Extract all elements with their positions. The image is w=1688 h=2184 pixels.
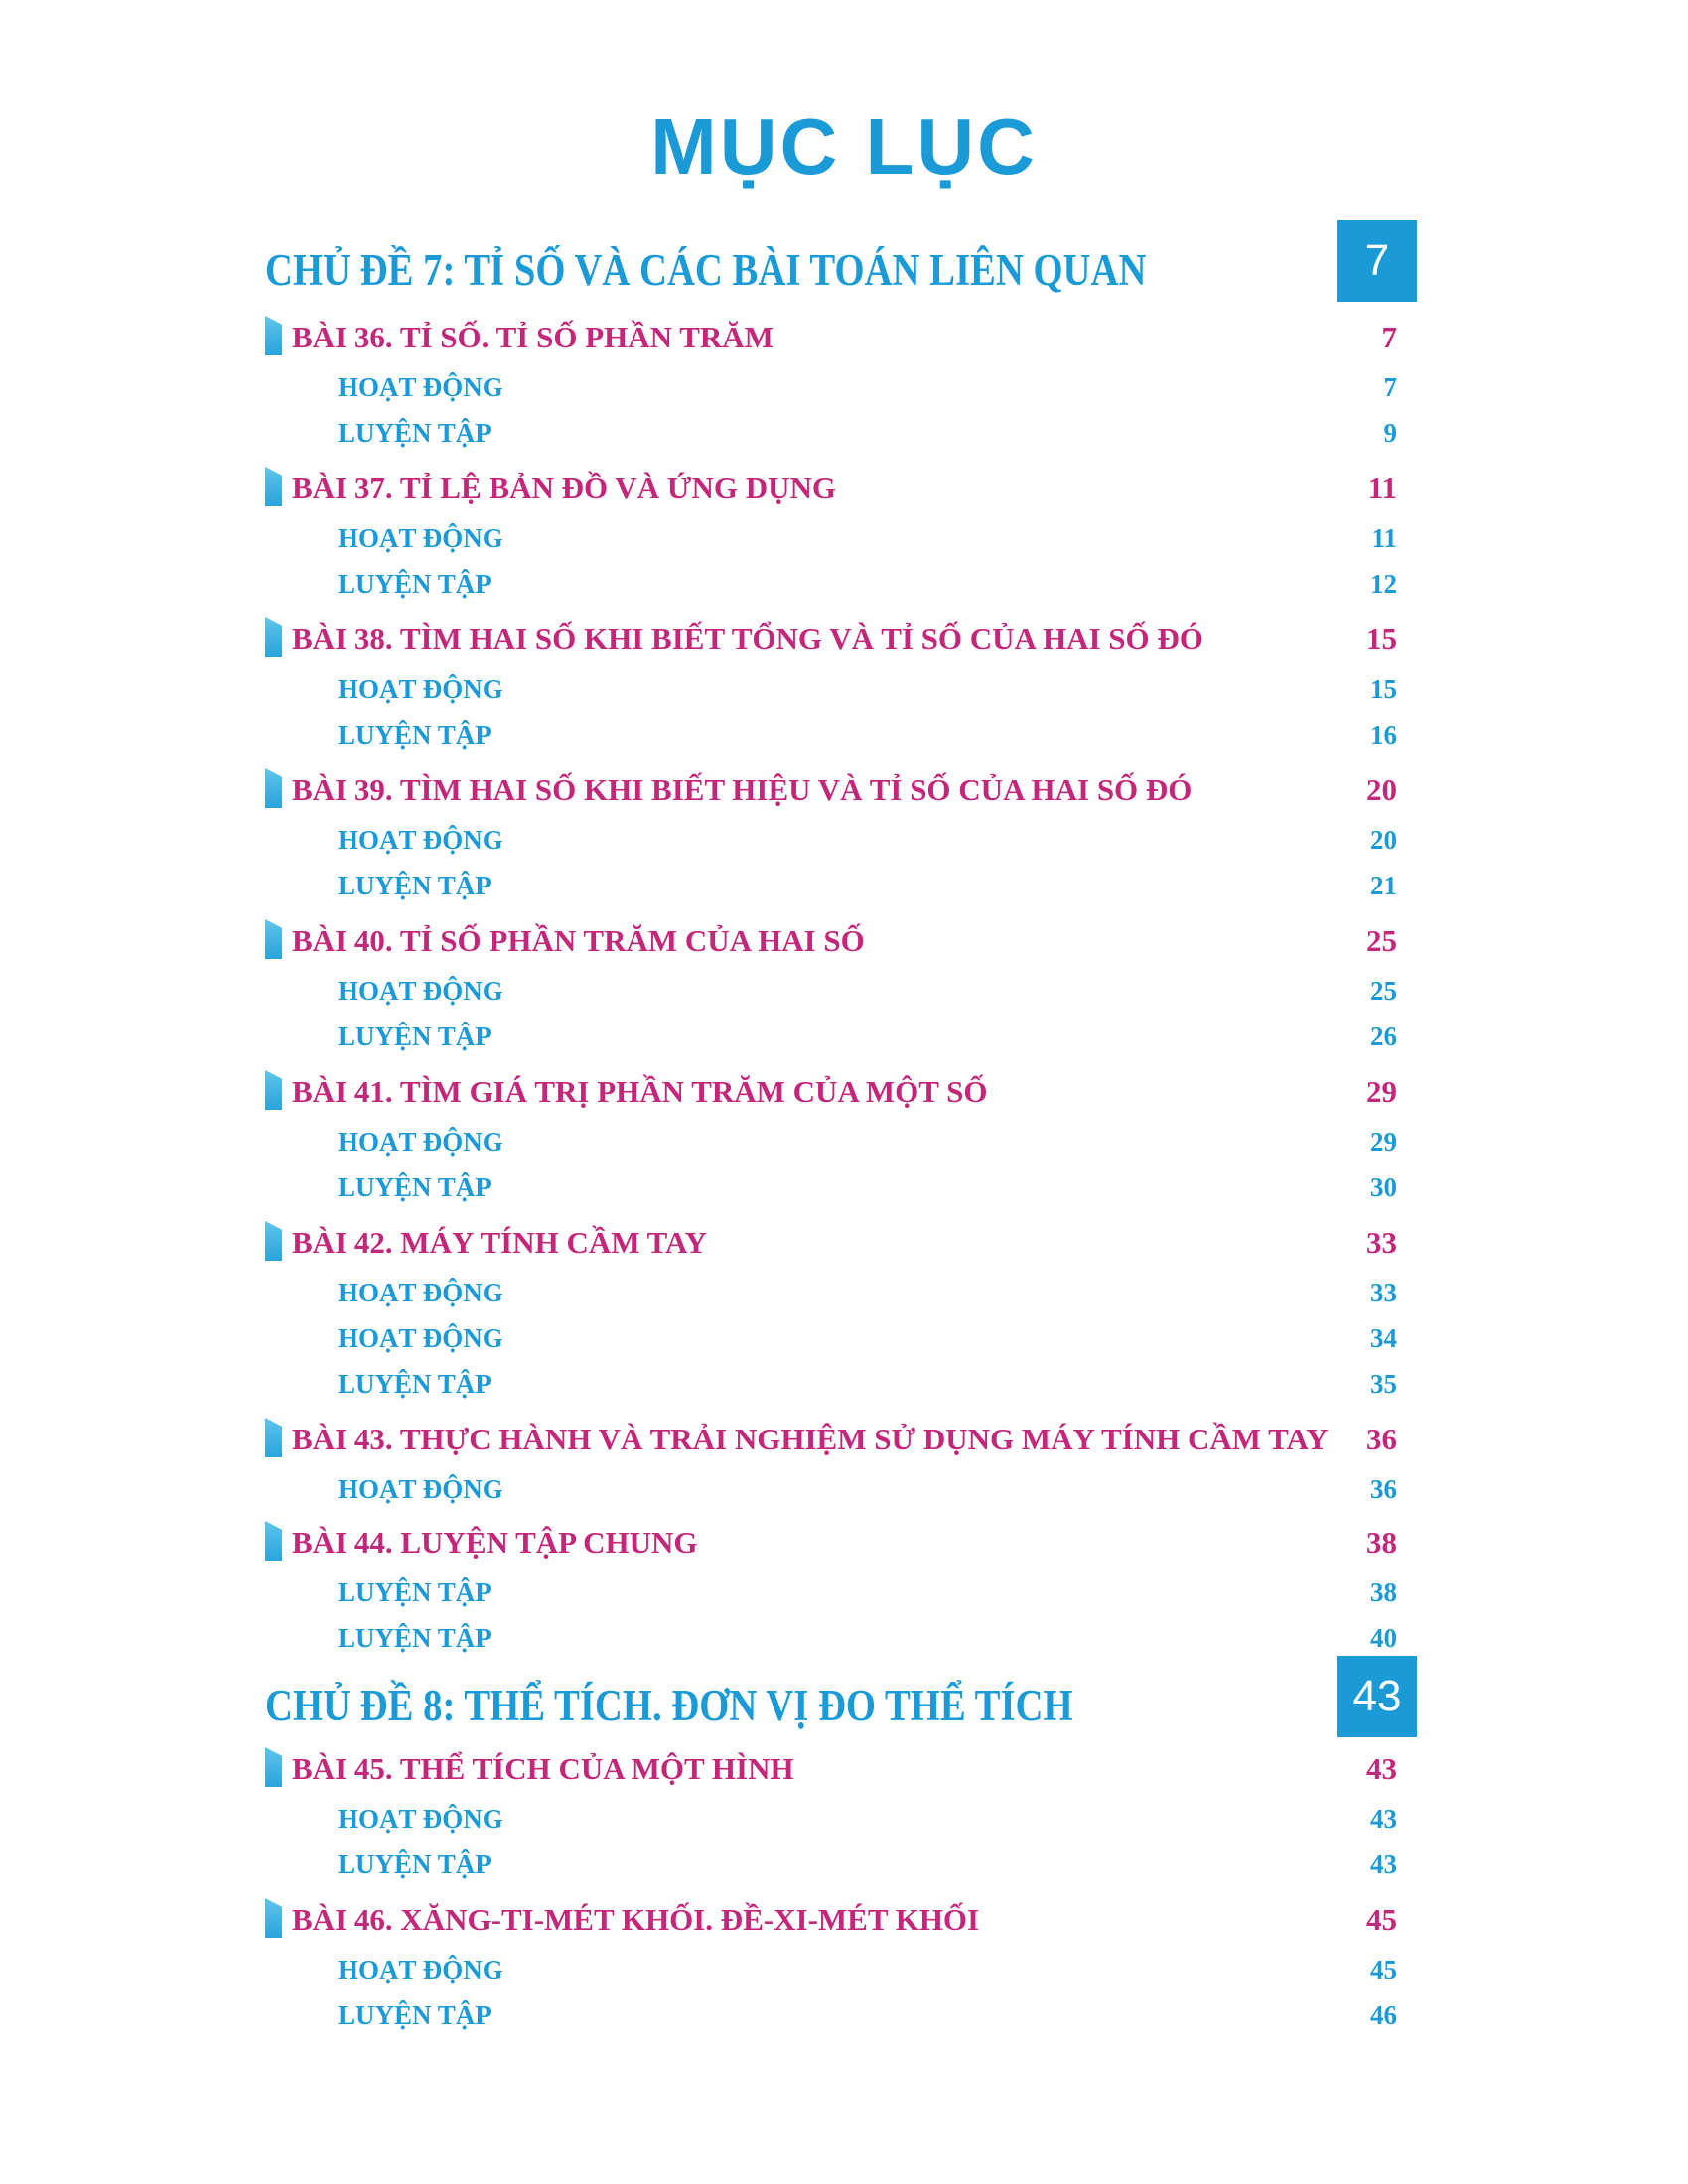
toc-subsection[interactable] [338, 868, 1397, 903]
toc-subsection[interactable] [338, 1275, 1397, 1310]
subsection-page-number: 25 [1370, 976, 1397, 1006]
bookmark-tab-icon [265, 617, 282, 657]
chapter-title: CHỦ ĐỀ 7: TỈ SỐ VÀ CÁC BÀI TOÁN LIÊN QUAN [265, 245, 1147, 295]
lesson-title: BÀI 36. TỈ SỐ. TỈ SỐ PHẦN TRĂM [292, 320, 774, 354]
lesson-page-number: 20 [1366, 772, 1397, 807]
subsection-title: HOẠT ĐỘNG [338, 1474, 503, 1504]
subsection-page-number: 43 [1370, 1804, 1397, 1834]
toc-lesson[interactable] [265, 1070, 1397, 1114]
subsection-page-number: 11 [1371, 523, 1397, 553]
toc-subsection[interactable] [338, 1801, 1397, 1837]
toc-subsection[interactable] [338, 566, 1397, 602]
bookmark-tab-icon [265, 316, 282, 355]
subsection-page-number: 36 [1370, 1474, 1397, 1504]
chapter-title: CHỦ ĐỀ 8: THỂ TÍCH. ĐƠN VỊ ĐO THỂ TÍCH [265, 1681, 1073, 1730]
subsection-page-number: 26 [1370, 1022, 1397, 1051]
subsection-page-number: 12 [1370, 569, 1397, 599]
toc-subsection[interactable] [338, 1471, 1397, 1507]
subsection-page-number: 16 [1370, 720, 1397, 750]
subsection-page-number: 9 [1383, 418, 1397, 448]
subsection-title: HOẠT ĐỘNG [338, 1127, 503, 1157]
lesson-title: BÀI 41. TÌM GIÁ TRỊ PHẦN TRĂM CỦA MỘT SỐ [292, 1074, 988, 1109]
toc-subsection[interactable] [338, 1366, 1397, 1402]
lesson-title: BÀI 38. TÌM HAI SỐ KHI BIẾT TỔNG VÀ TỈ SỐ CỦA HAI SỐ ĐÓ [292, 621, 1203, 656]
subsection-title: HOẠT ĐỘNG [338, 976, 503, 1006]
subsection-page-number: 43 [1370, 1849, 1397, 1879]
lesson-page-number: 11 [1367, 471, 1397, 505]
subsection-title: LUYỆN TẬP [338, 2000, 492, 2030]
bookmark-tab-icon [265, 1898, 282, 1938]
subsection-title: LUYỆN TẬP [338, 720, 492, 750]
lesson-page-number: 43 [1366, 1751, 1397, 1786]
toc-subsection[interactable] [338, 415, 1397, 451]
lesson-title: BÀI 39. TÌM HAI SỐ KHI BIẾT HIỆU VÀ TỈ SỐ CỦA HAI SỐ ĐÓ [292, 772, 1193, 807]
bookmark-tab-icon [265, 467, 282, 506]
chapter-page-badge: 7 [1337, 220, 1417, 302]
toc-lesson[interactable] [265, 467, 1397, 510]
subsection-title: HOẠT ĐỘNG [338, 825, 503, 855]
subsection-page-number: 34 [1370, 1323, 1397, 1353]
toc-subsection[interactable] [338, 822, 1397, 858]
page-title: MỤC LỤC [650, 102, 1038, 191]
toc-lesson[interactable] [265, 1747, 1397, 1791]
subsection-page-number: 33 [1370, 1278, 1397, 1307]
toc-subsection[interactable] [338, 369, 1397, 405]
toc-subsection[interactable] [338, 1124, 1397, 1160]
subsection-title: LUYỆN TẬP [338, 1172, 492, 1202]
subsection-page-number: 40 [1370, 1623, 1397, 1653]
lesson-page-number: 29 [1366, 1074, 1397, 1109]
toc-subsection[interactable] [338, 1574, 1397, 1610]
lesson-title: BÀI 40. TỈ SỐ PHẦN TRĂM CỦA HAI SỐ [292, 923, 865, 958]
subsection-title: LUYỆN TẬP [338, 418, 492, 448]
lesson-title: BÀI 43. THỰC HÀNH VÀ TRẢI NGHIỆM SỬ DỤNG MÁY TÍNH CẦM TAY [292, 1422, 1329, 1456]
subsection-page-number: 21 [1370, 871, 1397, 900]
subsection-page-number: 29 [1370, 1127, 1397, 1157]
toc-subsection[interactable] [338, 717, 1397, 752]
toc-subsection[interactable] [338, 1320, 1397, 1356]
bookmark-tab-icon [265, 1521, 282, 1561]
toc-lesson[interactable] [265, 316, 1397, 359]
toc-lesson[interactable] [265, 1521, 1397, 1565]
lesson-page-number: 33 [1366, 1225, 1397, 1260]
toc-subsection[interactable] [338, 1169, 1397, 1205]
subsection-title: HOẠT ĐỘNG [338, 1955, 503, 1984]
bookmark-tab-icon [265, 919, 282, 959]
chapter-page-badge: 43 [1337, 1656, 1417, 1737]
lesson-title: BÀI 37. TỈ LỆ BẢN ĐỒ VÀ ỨNG DỤNG [292, 471, 837, 505]
lesson-page-number: 15 [1366, 621, 1397, 656]
bookmark-tab-icon [265, 768, 282, 808]
toc-lesson[interactable] [265, 1418, 1397, 1461]
subsection-title: LUYỆN TẬP [338, 1022, 492, 1051]
subsection-page-number: 35 [1370, 1369, 1397, 1399]
subsection-page-number: 46 [1370, 2000, 1397, 2030]
toc-subsection[interactable] [338, 1997, 1397, 2033]
toc-lesson[interactable] [265, 1898, 1397, 1942]
subsection-title: LUYỆN TẬP [338, 1577, 492, 1607]
toc-lesson[interactable] [265, 617, 1397, 661]
lesson-page-number: 36 [1366, 1422, 1397, 1456]
subsection-page-number: 38 [1370, 1577, 1397, 1607]
subsection-page-number: 20 [1370, 825, 1397, 855]
subsection-title: LUYỆN TẬP [338, 1849, 492, 1879]
lesson-title: BÀI 42. MÁY TÍNH CẦM TAY [292, 1225, 707, 1260]
bookmark-tab-icon [265, 1070, 282, 1110]
subsection-page-number: 45 [1370, 1955, 1397, 1984]
toc-lesson[interactable] [265, 919, 1397, 963]
bookmark-tab-icon [265, 1747, 282, 1787]
toc-subsection[interactable] [338, 973, 1397, 1009]
subsection-title: HOẠT ĐỘNG [338, 674, 503, 704]
toc-subsection[interactable] [338, 1846, 1397, 1882]
subsection-title: HOẠT ĐỘNG [338, 1323, 503, 1353]
subsection-page-number: 30 [1370, 1172, 1397, 1202]
subsection-title: LUYỆN TẬP [338, 569, 492, 599]
lesson-page-number: 45 [1366, 1902, 1397, 1937]
lesson-title: BÀI 46. XĂNG-TI-MÉT KHỐI. ĐỀ-XI-MÉT KHỐI [292, 1902, 980, 1937]
bookmark-tab-icon [265, 1221, 282, 1261]
subsection-title: LUYỆN TẬP [338, 1369, 492, 1399]
lesson-title: BÀI 44. LUYỆN TẬP CHUNG [292, 1525, 698, 1560]
subsection-page-number: 7 [1383, 372, 1397, 402]
toc-subsection[interactable] [338, 1019, 1397, 1054]
lesson-page-number: 38 [1366, 1525, 1397, 1560]
toc-subsection[interactable] [338, 671, 1397, 707]
subsection-title: LUYỆN TẬP [338, 871, 492, 900]
toc-subsection[interactable] [338, 1620, 1397, 1656]
lesson-page-number: 7 [1381, 320, 1397, 354]
toc-lesson[interactable] [265, 768, 1397, 812]
lesson-page-number: 25 [1366, 923, 1397, 958]
subsection-title: LUYỆN TẬP [338, 1623, 492, 1653]
toc-subsection[interactable] [338, 520, 1397, 556]
subsection-title: HOẠT ĐỘNG [338, 1278, 503, 1307]
toc-lesson[interactable] [265, 1221, 1397, 1265]
subsection-title: HOẠT ĐỘNG [338, 372, 503, 402]
subsection-title: HOẠT ĐỘNG [338, 523, 503, 553]
toc-subsection[interactable] [338, 1952, 1397, 1987]
subsection-page-number: 15 [1370, 674, 1397, 704]
toc-chapter[interactable] [265, 220, 1417, 302]
subsection-title: HOẠT ĐỘNG [338, 1804, 503, 1834]
lesson-title: BÀI 45. THỂ TÍCH CỦA MỘT HÌNH [292, 1751, 794, 1786]
toc-chapter[interactable] [265, 1656, 1417, 1737]
bookmark-tab-icon [265, 1418, 282, 1457]
